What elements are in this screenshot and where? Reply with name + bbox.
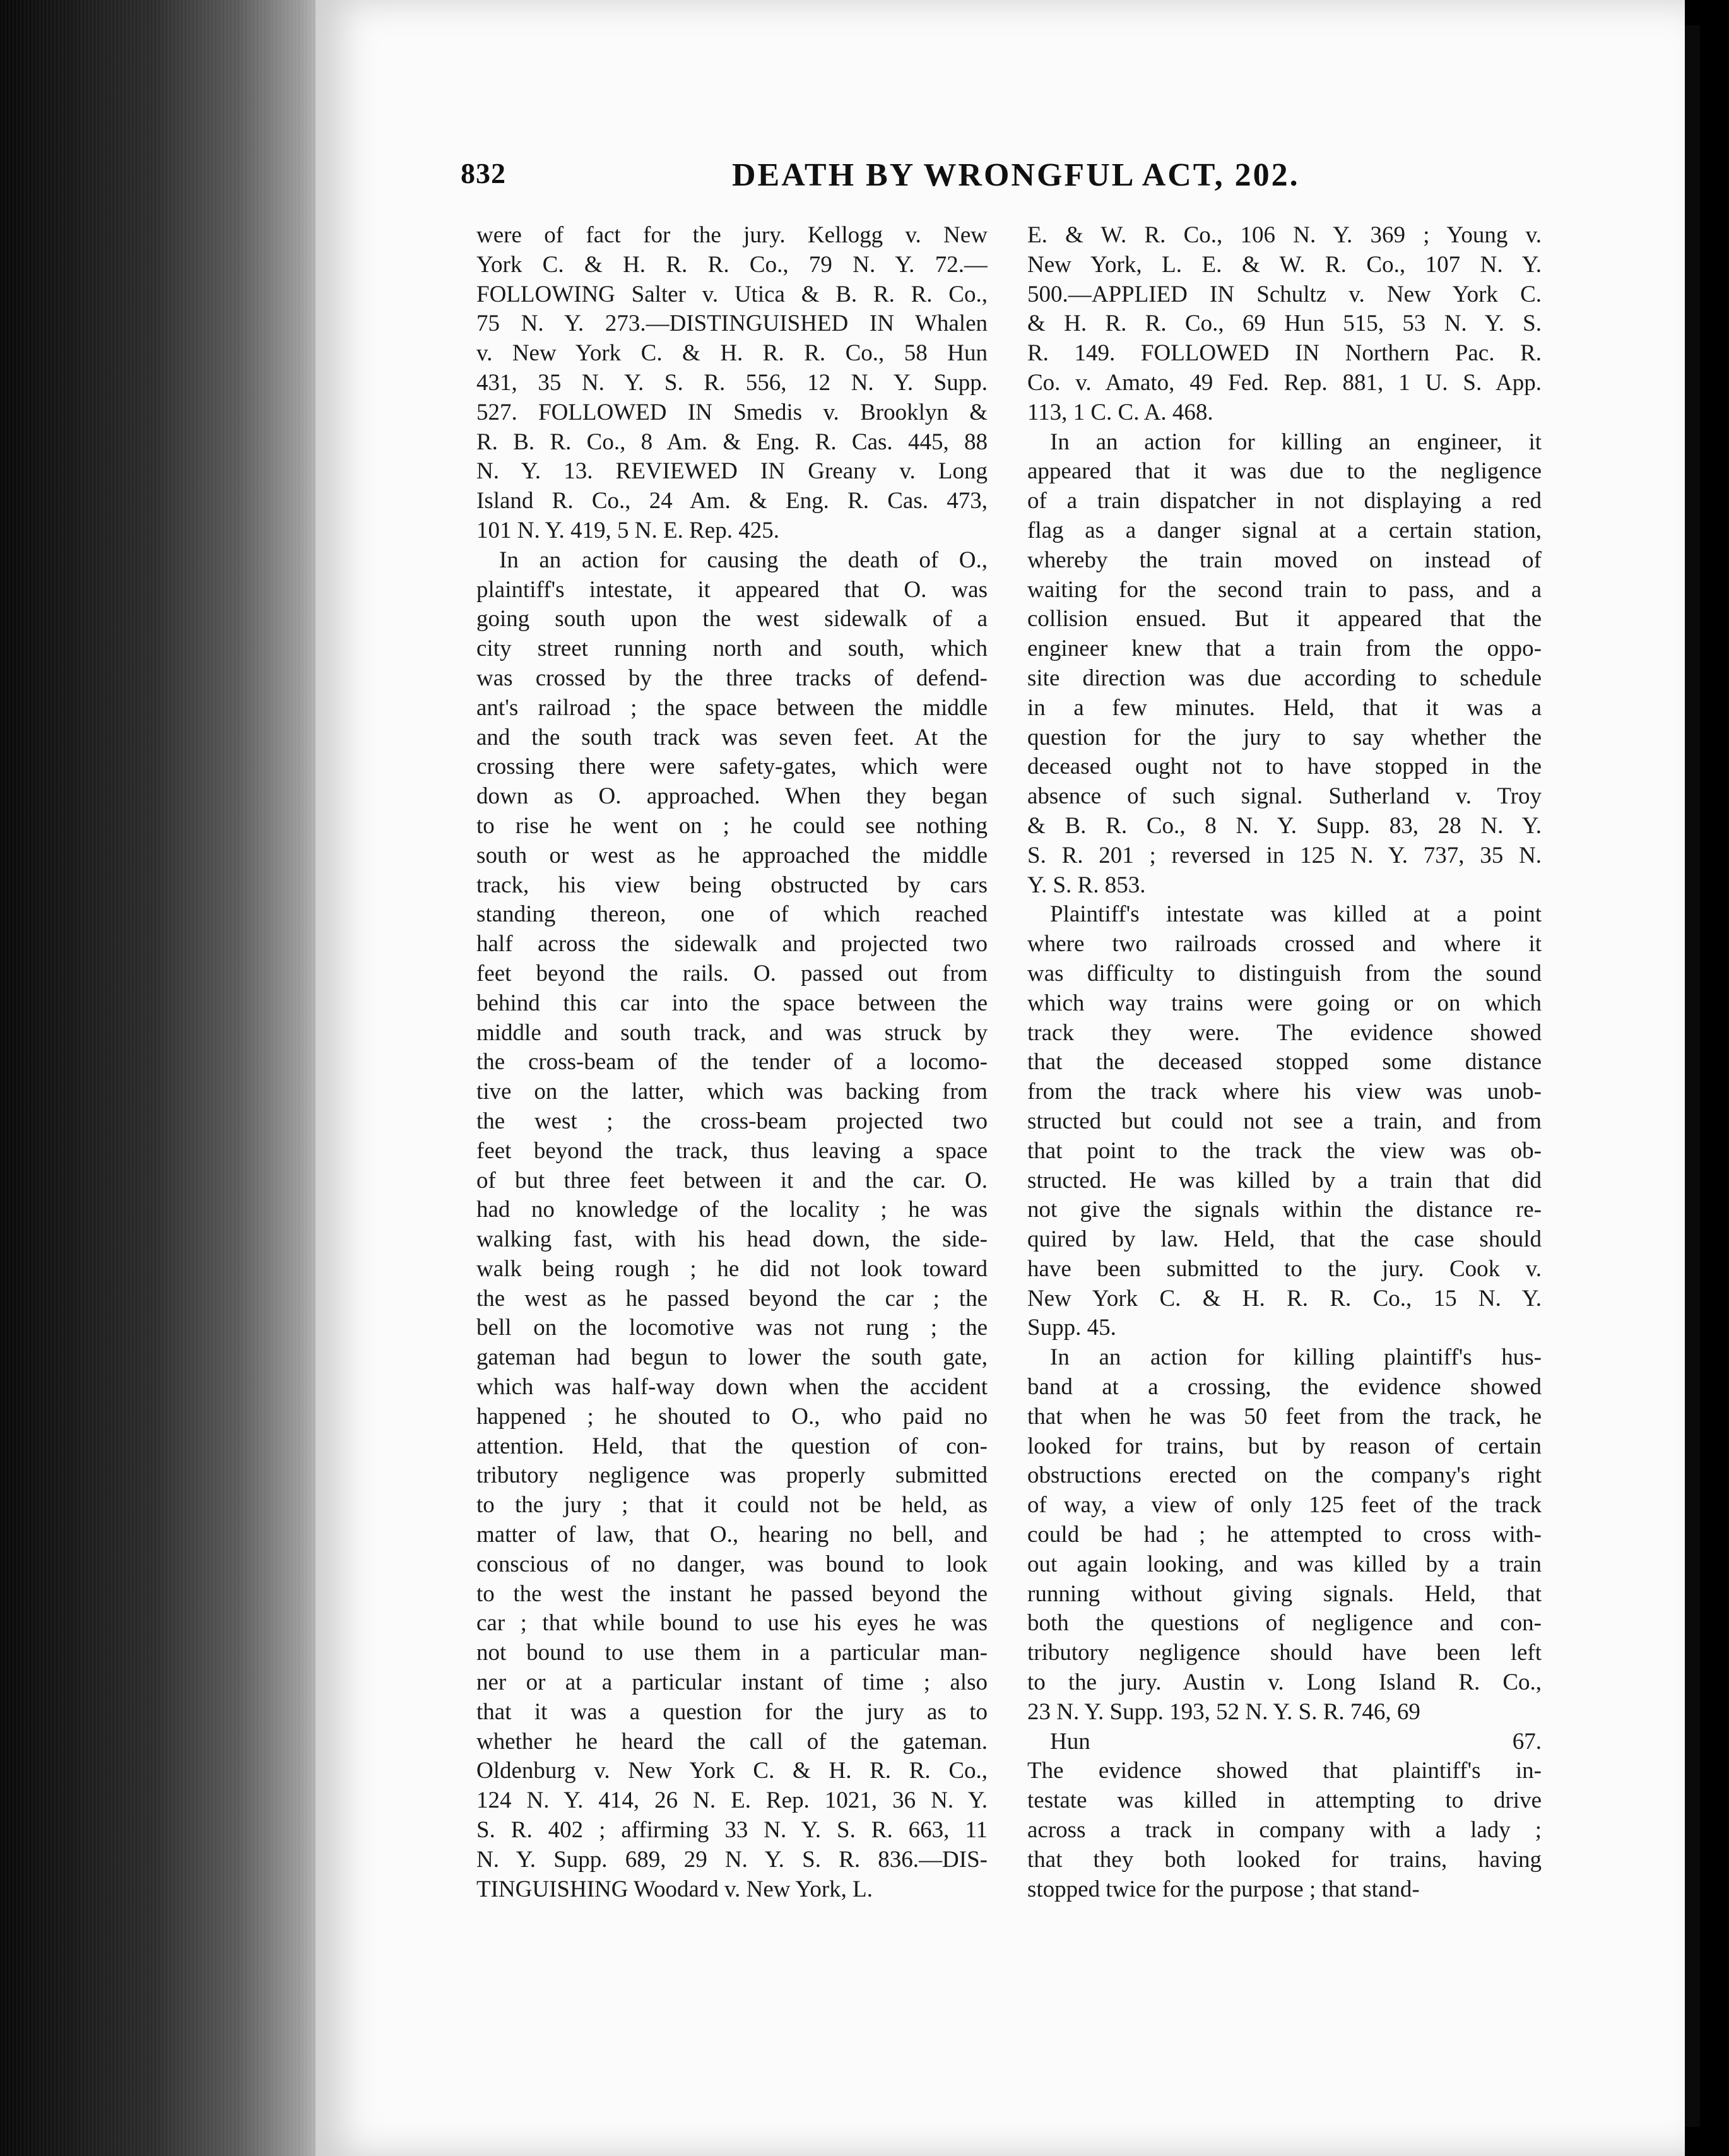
- text-line: N. Y. Supp. 689, 29 N. Y. S. R. 836.—DIS-: [476, 1846, 988, 1873]
- text-line: ner or at a particular instant of time ; also: [476, 1669, 988, 1696]
- text-line: to the west the instant he passed beyond the: [476, 1580, 988, 1607]
- text-line: Supp. 45.: [1027, 1315, 1116, 1341]
- text-line: structed but could not see a train, and from: [1027, 1108, 1542, 1134]
- text-line: bell on the locomotive was not rung ; the: [476, 1315, 988, 1341]
- left-text-column: [476, 221, 988, 1904]
- text-line: Plaintiff's intestate was killed at a point: [1050, 901, 1542, 928]
- text-line: that they both looked for trains, having: [1027, 1846, 1542, 1873]
- text-line: going south upon the west sidewalk of a: [476, 606, 988, 632]
- page-border-right: [1685, 25, 1700, 2127]
- text-line: & B. R. Co., 8 N. Y. Supp. 83, 28 N. Y.: [1027, 812, 1542, 839]
- book-edge: [0, 0, 341, 2156]
- text-line: south or west as he approached the middle: [476, 842, 988, 868]
- text-line: standing thereon, one of which reached: [476, 901, 988, 928]
- text-line: Y. S. R. 853.: [1027, 872, 1146, 898]
- text-line: to rise he went on ; he could see nothing: [476, 812, 988, 839]
- text-line: 75 N. Y. 273.—DISTINGUISHED IN Whalen: [476, 311, 988, 337]
- text-line: TINGUISHING Woodard v. New York, L.: [476, 1876, 873, 1902]
- text-line: track, his view being obstructed by cars: [476, 872, 988, 898]
- text-line: was difficulty to distinguish from the sound: [1027, 960, 1542, 986]
- text-line: to the jury ; that it could not be held, as: [476, 1492, 988, 1519]
- text-line: gateman had begun to lower the south gate,: [476, 1344, 988, 1371]
- text-line: appeared that it was due to the negligence: [1027, 458, 1542, 485]
- text-line: tributory negligence was properly submitted: [476, 1462, 988, 1489]
- text-line: had no knowledge of the locality ; he was: [476, 1197, 988, 1223]
- text-line: not give the signals within the distance re-: [1027, 1197, 1542, 1223]
- text-line: out again looking, and was killed by a train: [1027, 1551, 1542, 1577]
- text-line: of way, a view of only 125 feet of the track: [1027, 1492, 1542, 1519]
- text-line: where two railroads crossed and where it: [1027, 931, 1542, 957]
- text-line: Island R. Co., 24 Am. & Eng. R. Cas. 473,: [476, 488, 988, 514]
- text-line: that it was a question for the jury as to: [476, 1698, 988, 1725]
- text-line: attention. Held, that the question of con-: [476, 1433, 988, 1459]
- text-line: which was half-way down when the accident: [476, 1374, 988, 1401]
- text-line: that when he was 50 feet from the track, he: [1027, 1403, 1542, 1430]
- text-line: 23 N. Y. Supp. 193, 52 N. Y. S. R. 746, 69: [1027, 1698, 1420, 1725]
- text-line: & H. R. R. Co., 69 Hun 515, 53 N. Y. S.: [1027, 311, 1542, 337]
- text-line: R. 149. FOLLOWED IN Northern Pac. R.: [1027, 340, 1542, 367]
- text-line: have been submitted to the jury. Cook v.: [1027, 1255, 1542, 1282]
- text-line: S. R. 201 ; reversed in 125 N. Y. 737, 35 N.: [1027, 842, 1542, 868]
- text-line: The evidence showed that plaintiff's in-: [1027, 1758, 1542, 1784]
- text-line: and the south track was seven feet. At the: [476, 724, 988, 750]
- text-line: quired by law. Held, that the case should: [1027, 1226, 1542, 1253]
- text-line: testate was killed in attempting to drive: [1027, 1787, 1542, 1814]
- text-line: 113, 1 C. C. A. 468.: [1027, 399, 1213, 425]
- text-line: could be had ; he attempted to cross with-: [1027, 1522, 1542, 1548]
- text-line: that the deceased stopped some distance: [1027, 1049, 1542, 1075]
- text-line: not bound to use them in a particular man-: [476, 1640, 988, 1666]
- text-line: York C. & H. R. R. Co., 79 N. Y. 72.—: [476, 251, 988, 278]
- running-title: DEATH BY WRONGFUL ACT, 202.: [732, 157, 1300, 193]
- page-number: 832: [461, 157, 506, 189]
- text-line: walk being rough ; he did not look toward: [476, 1255, 988, 1282]
- text-line: conscious of no danger, was bound to look: [476, 1551, 988, 1577]
- text-line: In an action for killing an engineer, it: [1050, 429, 1542, 455]
- text-line: middle and south track, and was struck by: [476, 1019, 988, 1046]
- text-line: that point to the track the view was ob-: [1027, 1137, 1542, 1164]
- text-line: running without giving signals. Held, that: [1027, 1580, 1542, 1607]
- text-line: v. New York C. & H. R. R. Co., 58 Hun: [476, 340, 988, 367]
- text-line: tive on the latter, which was backing from: [476, 1079, 988, 1105]
- text-line: engineer knew that a train from the oppo-: [1027, 636, 1542, 662]
- text-line: both the questions of negligence and con-: [1027, 1610, 1542, 1637]
- text-line: the west ; the cross-beam projected two: [476, 1108, 988, 1134]
- text-line: band at a crossing, the evidence showed: [1027, 1374, 1542, 1401]
- right-text-column: [1027, 221, 1542, 1904]
- text-line: absence of such signal. Sutherland v. Troy: [1027, 783, 1542, 810]
- text-line: tributory negligence should have been left: [1027, 1640, 1542, 1666]
- text-line: 527. FOLLOWED IN Smedis v. Brooklyn &: [476, 399, 988, 425]
- text-line: feet beyond the rails. O. passed out from: [476, 960, 988, 986]
- text-line: S. R. 402 ; affirming 33 N. Y. S. R. 663, 11: [476, 1817, 988, 1844]
- text-line: obstructions erected on the company's right: [1027, 1462, 1542, 1489]
- text-line: to the jury. Austin v. Long Island R. Co.,: [1027, 1669, 1542, 1696]
- text-line: feet beyond the track, thus leaving a space: [476, 1137, 988, 1164]
- text-line: happened ; he shouted to O., who paid no: [476, 1403, 988, 1430]
- text-line: half across the sidewalk and projected two: [476, 931, 988, 957]
- text-line: ant's railroad ; the space between the middle: [476, 694, 988, 721]
- text-line: N. Y. 13. REVIEWED IN Greany v. Long: [476, 458, 988, 485]
- text-line: was crossed by the three tracks of defend-: [476, 665, 988, 691]
- text-line: looked for trains, but by reason of certain: [1027, 1433, 1542, 1459]
- text-line: In an action for causing the death of O.,: [499, 547, 988, 573]
- text-line: Hun 67.: [1050, 1728, 1542, 1755]
- text-line: R. B. R. Co., 8 Am. & Eng. R. Cas. 445, 88: [476, 429, 988, 455]
- text-line: structed. He was killed by a train that did: [1027, 1167, 1542, 1194]
- text-line: site direction was due according to schedule: [1027, 665, 1542, 691]
- text-line: walking fast, with his head down, the side-: [476, 1226, 988, 1253]
- text-line: from the track where his view was unob-: [1027, 1079, 1542, 1105]
- text-line: of but three feet between it and the car. O.: [476, 1167, 988, 1194]
- text-line: FOLLOWING Salter v. Utica & B. R. R. Co.,: [476, 281, 988, 307]
- text-line: 101 N. Y. 419, 5 N. E. Rep. 425.: [476, 517, 779, 543]
- text-line: the west as he passed beyond the car ; the: [476, 1285, 988, 1312]
- text-line: 500.—APPLIED IN Schultz v. New York C.: [1027, 281, 1542, 307]
- text-line: 431, 35 N. Y. S. R. 556, 12 N. Y. Supp.: [476, 369, 988, 396]
- text-line: city street running north and south, which: [476, 636, 988, 662]
- text-line: E. & W. R. Co., 106 N. Y. 369 ; Young v.: [1027, 222, 1542, 248]
- text-line: were of fact for the jury. Kellogg v. New: [476, 222, 988, 248]
- text-line: New York, L. E. & W. R. Co., 107 N. Y.: [1027, 251, 1542, 278]
- text-line: waiting for the second train to pass, and a: [1027, 576, 1542, 603]
- text-line: which way trains were going or on which: [1027, 990, 1542, 1016]
- text-line: New York C. & H. R. R. Co., 15 N. Y.: [1027, 1285, 1542, 1312]
- text-line: flag as a danger signal at a certain station,: [1027, 517, 1542, 543]
- text-line: the cross-beam of the tender of a locomo-: [476, 1049, 988, 1075]
- text-line: in a few minutes. Held, that it was a: [1027, 694, 1542, 721]
- text-line: car ; that while bound to use his eyes he was: [476, 1610, 988, 1637]
- text-line: plaintiff's intestate, it appeared that O. was: [476, 576, 988, 603]
- text-line: whether he heard the call of the gateman.: [476, 1728, 988, 1755]
- text-line: In an action for killing plaintiff's hus-: [1050, 1344, 1542, 1371]
- text-line: Co. v. Amato, 49 Fed. Rep. 881, 1 U. S. App.: [1027, 369, 1542, 396]
- text-line: Oldenburg v. New York C. & H. R. R. Co.,: [476, 1758, 988, 1784]
- text-line: across a track in company with a lady ;: [1027, 1817, 1542, 1844]
- text-line: whereby the train moved on instead of: [1027, 547, 1542, 573]
- text-line: 124 N. Y. 414, 26 N. E. Rep. 1021, 36 N. Y.: [476, 1787, 988, 1814]
- text-line: behind this car into the space between the: [476, 990, 988, 1016]
- text-line: matter of law, that O., hearing no bell, and: [476, 1522, 988, 1548]
- page-header: [461, 157, 1306, 201]
- text-line: down as O. approached. When they began: [476, 783, 988, 810]
- text-line: question for the jury to say whether the: [1027, 724, 1542, 750]
- text-line: of a train dispatcher in not displaying a red: [1027, 488, 1542, 514]
- text-line: deceased ought not to have stopped in the: [1027, 754, 1542, 780]
- text-line: collision ensued. But it appeared that the: [1027, 606, 1542, 632]
- text-line: crossing there were safety-gates, which were: [476, 754, 988, 780]
- text-line: stopped twice for the purpose ; that stand-: [1027, 1876, 1420, 1902]
- text-line: track they were. The evidence showed: [1027, 1019, 1542, 1046]
